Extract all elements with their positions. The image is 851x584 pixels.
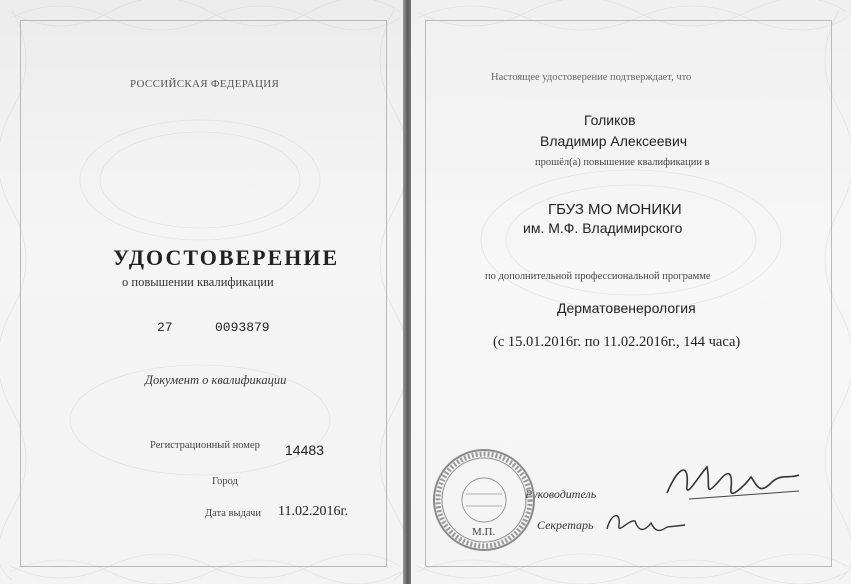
organization-name: ГБУЗ МО МОНИКИ bbox=[548, 201, 682, 218]
issue-date-value: 11.02.2016г. bbox=[278, 504, 349, 519]
head-label: Руководитель bbox=[525, 487, 597, 501]
passed-training-label: прошёл(а) повышение квалификации в bbox=[535, 157, 710, 168]
city-label: Город bbox=[212, 476, 238, 487]
left-page-frame bbox=[20, 20, 387, 567]
certificate-number: 0093879 bbox=[215, 320, 270, 335]
certificate-title: УДОСТОВЕРЕНИЕ bbox=[113, 245, 340, 270]
certificate-subtitle: о повышении квалификации bbox=[122, 275, 274, 289]
issue-date-label: Дата выдачи bbox=[205, 508, 262, 519]
official-seal bbox=[432, 448, 536, 552]
head-signature bbox=[659, 455, 809, 510]
holder-name: Владимир Алексеевич bbox=[540, 133, 688, 149]
certificate-series: 27 bbox=[157, 320, 173, 335]
registration-number-label: Регистрационный номер bbox=[150, 440, 260, 451]
secretary-signature bbox=[601, 505, 691, 540]
training-period: (с 15.01.2016г. по 11.02.2016г., 144 часа) bbox=[493, 334, 741, 350]
country-label: РОССИЙСКАЯ ФЕДЕРАЦИЯ bbox=[130, 78, 280, 90]
secretary-label: Секретарь bbox=[537, 518, 594, 532]
certificate-intro: Настоящее удостоверение подтверждает, что bbox=[491, 72, 692, 83]
organization-name-line2: им. М.Ф. Владимирского bbox=[523, 220, 683, 236]
document-type-label: Документ о квалификации bbox=[145, 373, 287, 387]
registration-number-value: 14483 bbox=[285, 442, 324, 458]
program-name: Дерматовенерология bbox=[557, 300, 696, 316]
program-label: по дополнительной профессиональной программе bbox=[485, 271, 711, 282]
stamp-mark: М.П. bbox=[472, 526, 496, 538]
certificate-left-page bbox=[0, 0, 405, 584]
holder-surname: Голиков bbox=[584, 112, 636, 128]
